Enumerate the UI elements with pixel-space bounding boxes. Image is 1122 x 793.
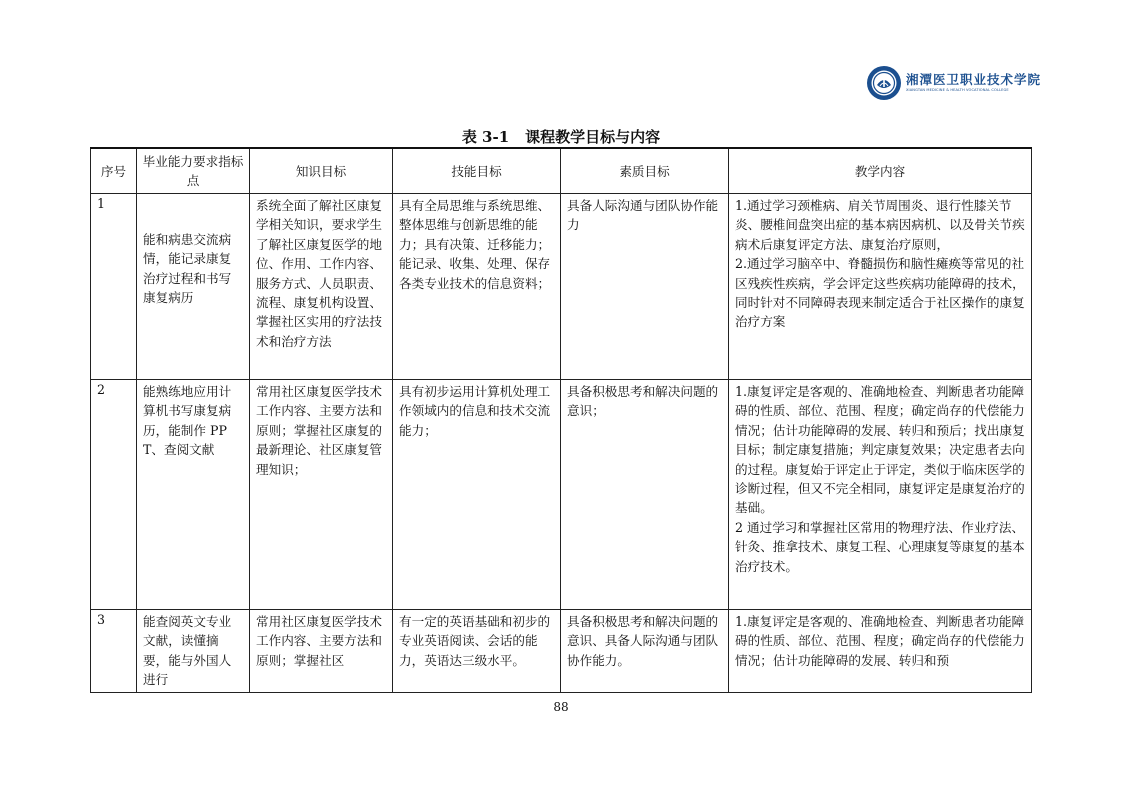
row-number: 3 [91, 610, 137, 693]
table-row [91, 610, 1032, 693]
quality-cell: 具备积极思考和解决问题的意识、具备人际沟通与团队协作能力。 [561, 610, 729, 693]
skill-cell: 具有全局思维与系统思维、整体思维与创新思维的能力；具有决策、迁移能力；能记录、收集、处理、保存各类专业技术的信息资料； [393, 194, 561, 380]
content-cell [729, 194, 1032, 380]
table-number: 表 3-1 [461, 128, 510, 146]
header-quality: 素质目标 [561, 148, 729, 194]
page-number: 88 [553, 700, 569, 714]
college-seal-icon [866, 65, 902, 101]
row-number: 2 [91, 380, 137, 610]
table-title-text: 课程教学目标与内容 [525, 128, 661, 146]
content-cell [729, 610, 1032, 693]
content-paragraph: 1.通过学习颈椎病、肩关节周围炎、退行性膝关节炎、腰椎间盘突出症的基本病因病机、以及骨关节疾病术后康复评定方法、康复治疗原则， [735, 198, 1025, 252]
skill-cell: 有一定的英语基础和初步的专业英语阅读、会话的能力，英语达三级水平。 [393, 610, 561, 693]
table-header-row [91, 148, 1032, 194]
header-knowledge: 知识目标 [250, 148, 393, 194]
ability-cell: 能熟练地应用计算机书写康复病历，能制作 PPT、查阅文献 [137, 380, 250, 610]
header-ability: 毕业能力要求指标点 [137, 148, 250, 194]
header-content: 教学内容 [729, 148, 1032, 194]
content-paragraph: 1.康复评定是客观的、准确地检查、判断患者功能障碍的性质、部位、范围、程度；确定尚存的代偿能力情况；估计功能障碍的发展、转归和预 [735, 614, 1025, 668]
content-cell [729, 380, 1032, 610]
logo-chinese-name: 湘潭医卫职业技术学院 [906, 72, 1042, 87]
content-paragraph: 2.通过学习脑卒中、脊髓损伤和脑性瘫痪等常见的社区残疾性疾病，学会评定这些疾病功能障碍的技术，同时针对不同障碍表现来制定适合于社区操作的康复治疗方案 [735, 256, 1025, 330]
logo-english-name: XIANGTAN MEDICINE & HEALTH VOCATIONAL COLLEGE [906, 88, 1009, 92]
knowledge-cell: 常用社区康复医学技术工作内容、主要方法和原则；掌握社区康复的最新理论、社区康复管理知识； [250, 380, 393, 610]
knowledge-cell: 系统全面了解社区康复学相关知识，要求学生了解社区康复医学的地位、作用、工作内容、服务方式、人员职责、流程、康复机构设置、掌握社区实用的疗法技术和治疗方法 [250, 194, 393, 380]
college-logo [866, 62, 1042, 104]
table-title [0, 126, 1122, 147]
content-paragraph: 1.康复评定是客观的、准确地检查、判断患者功能障碍的性质、部位、范围、程度；确定尚存的代偿能力情况；估计功能障碍的发展、转归和预后；找出康复目标；制定康复措施；判定康复效果；决定患者去向的过程。康复始于评定止于评定，类似于临床医学的诊断过程，但又不完全相同，康复评定是康复治疗的基础。 [735, 384, 1025, 516]
knowledge-cell: 常用社区康复医学技术工作内容、主要方法和原则；掌握社区 [250, 610, 393, 693]
ability-cell: 能查阅英文专业文献，读懂摘要，能与外国人进行 [137, 610, 250, 693]
quality-cell: 具备人际沟通与团队协作能力 [561, 194, 729, 380]
skill-cell: 具有初步运用计算机处理工作领域内的信息和技术交流能力； [393, 380, 561, 610]
content-paragraph: 2 通过学习和掌握社区常用的物理疗法、作业疗法、针灸、推拿技术、康复工程、心理康复等康复的基本治疗技术。 [735, 519, 1025, 574]
quality-cell: 具备积极思考和解决问题的意识； [561, 380, 729, 610]
ability-cell: 能和病患交流病情，能记录康复治疗过程和书写康复病历 [137, 194, 250, 380]
header-skill: 技能目标 [393, 148, 561, 194]
header-no: 序号 [91, 148, 137, 194]
row-number: 1 [91, 194, 137, 380]
table-row [91, 380, 1032, 610]
table-row [91, 194, 1032, 380]
course-objectives-table [90, 147, 1032, 693]
